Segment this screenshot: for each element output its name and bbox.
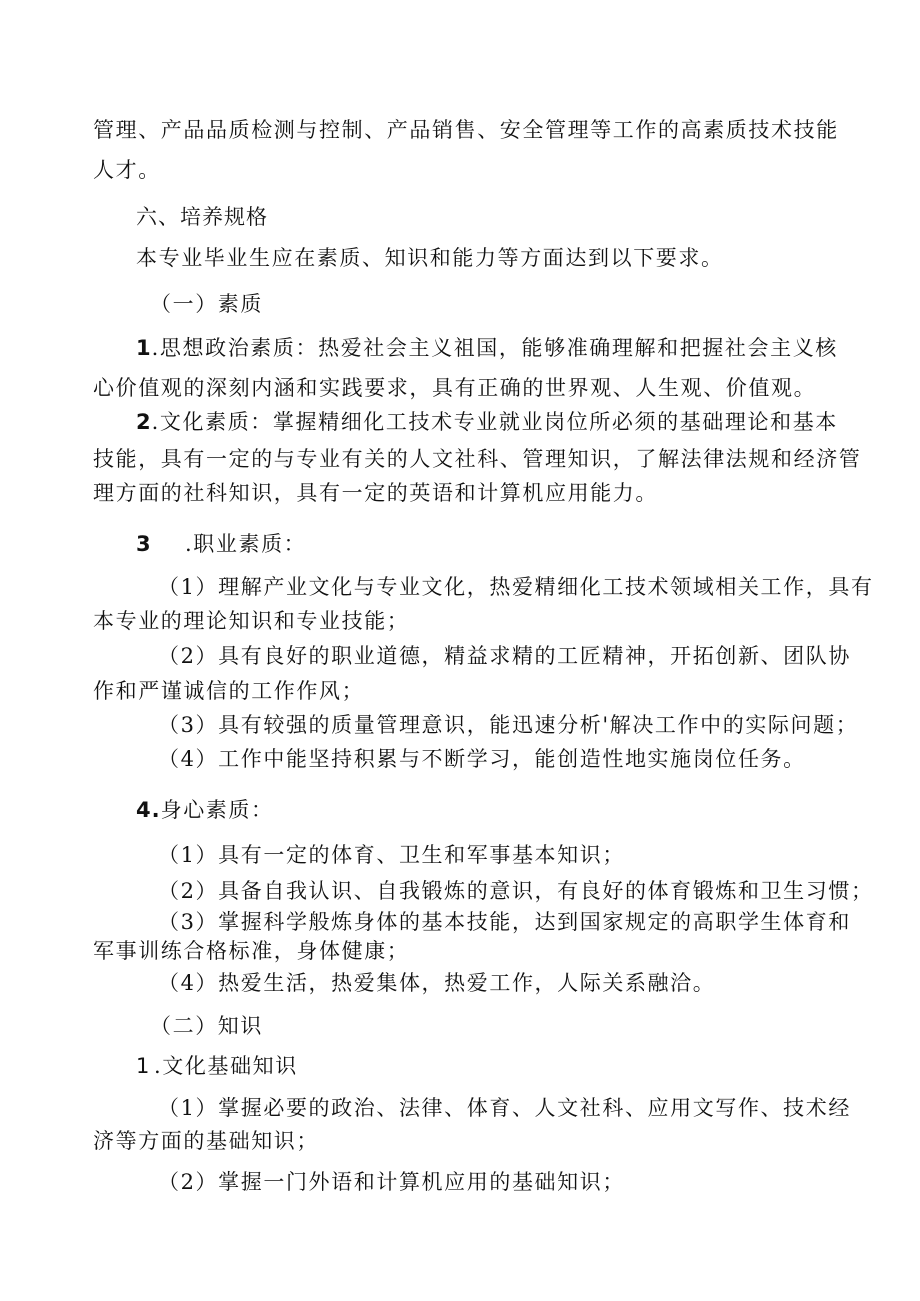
list-item: [136, 530, 306, 558]
paragraph-line: 理方面的社科知识，具有一定的英语和计算机应用能力。: [93, 481, 658, 505]
item-number: 1: [136, 1054, 151, 1078]
paragraph-line: （1）具有一定的体育、卫生和军事基本知识；: [158, 843, 625, 867]
paragraph-line: （2）掌握一门外语和计算机应用的基础知识；: [158, 1170, 625, 1194]
paragraph-line: （3）具有较强的质量管理意识，能迅速分析'解决工作中的实际问题；: [158, 713, 859, 737]
paragraph-line: （4）热爱生活，热爱集体，热爱工作，人际关系融洽。: [158, 971, 716, 995]
item-text: .思想政治素质：热爱社会主义祖国，能够准确理解和把握社会主义核: [151, 336, 838, 360]
paragraph-line: （1）理解产业文化与专业文化，热爱精细化工技术领域相关工作，具有: [158, 575, 874, 599]
item-number: 1: [136, 336, 152, 360]
paragraph-line: （1）掌握必要的政治、法律、体育、人文社科、应用文写作、技术经: [158, 1096, 851, 1120]
paragraph-line: 技能，具有一定的与专业有关的人文社科、管理知识，了解法律法规和经济管: [93, 447, 862, 471]
list-item: [136, 796, 274, 824]
item-text: .文化基础知识: [154, 1054, 298, 1078]
paragraph-line: 人才。: [93, 158, 161, 182]
list-item: [136, 408, 838, 436]
item-text: .文化素质：掌握精细化工技术专业就业岗位所必须的基础理论和基本: [151, 410, 838, 434]
paragraph-line: 作和严谨诚信的工作作风；: [93, 679, 365, 703]
paragraph-line: 济等方面的基础知识；: [93, 1129, 319, 1153]
paragraph-line: （2）具有良好的职业道德，精益求精的工匠精神，开拓创新、团队协: [158, 644, 851, 668]
item-text: 身心素质：: [160, 798, 274, 822]
item-number: 3: [136, 532, 152, 556]
item-text: .职业素质：: [185, 532, 307, 556]
paragraph-line: （3）掌握科学般炼身体的基本技能，达到国家规定的高职学生体育和: [158, 910, 851, 934]
section-heading: 六、培养规格: [136, 205, 268, 229]
subsection-heading: （一）素质: [150, 292, 263, 316]
list-item: [136, 1052, 298, 1080]
paragraph-line: （4）工作中能坚持积累与不断学习，能创造性地实施岗位任务。: [158, 747, 806, 771]
paragraph-line: 本专业毕业生应在素质、知识和能力等方面达到以下要求。: [136, 246, 724, 270]
paragraph-line: 管理、产品品质检测与控制、产品销售、安全管理等工作的高素质技术技能: [93, 118, 839, 142]
paragraph-line: 本专业的理论知识和专业技能；: [93, 609, 410, 633]
paragraph-line: 军事训练合格标准，身体健康；: [93, 939, 410, 963]
paragraph-line: （2）具备自我认识、自我锻炼的意识，有良好的体育锻炼和卫生习惯；: [158, 879, 874, 903]
item-number: 2: [136, 410, 152, 434]
list-item: [136, 334, 838, 362]
paragraph-line: 心价值观的深刻内涵和实践要求，具有正确的世界观、人生观、价值观。: [93, 376, 817, 400]
item-number: 4.: [136, 798, 161, 822]
subsection-heading: （二）知识: [150, 1014, 263, 1038]
